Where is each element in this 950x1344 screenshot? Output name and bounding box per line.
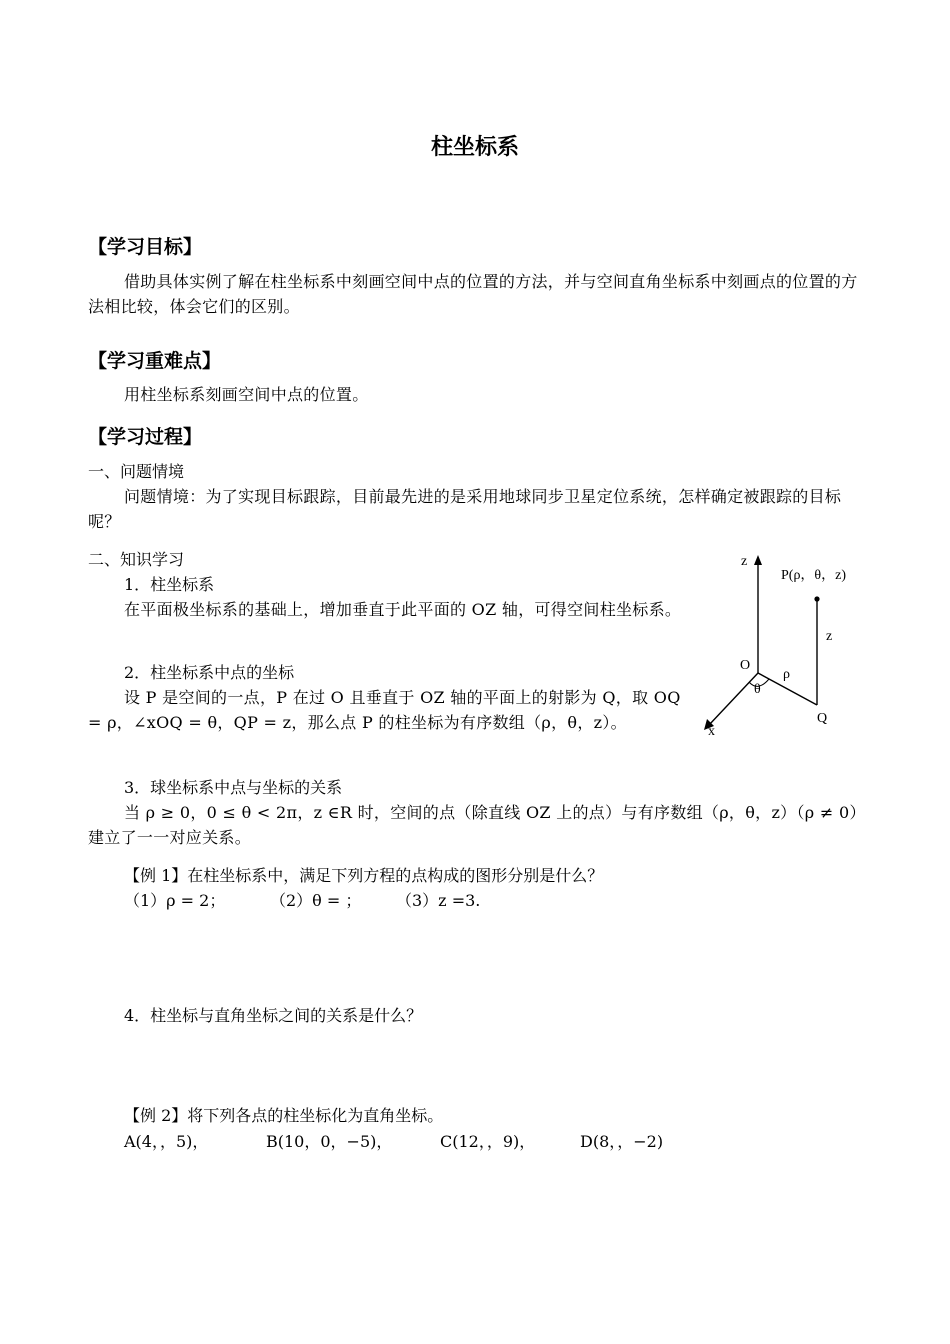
example2-item-c: C(12，，9)，: [440, 1132, 536, 1151]
origin-label: O: [740, 658, 751, 673]
key-points-text: 用柱坐标系刻画空间中点的位置。: [124, 385, 369, 404]
z-axis-arrowhead: [754, 555, 762, 565]
point-p: [814, 596, 819, 601]
item3-title: 3．球坐标系中点与坐标的关系: [124, 778, 343, 797]
example2-item-b: B(10，0，−5)，: [266, 1132, 393, 1151]
item1-text: 在平面极坐标系的基础上，增加垂直于此平面的 OZ 轴，可得空间柱坐标系。: [124, 600, 682, 619]
example1-title: 【例 1】在柱坐标系中，满足下列方程的点构成的图形分别是什么？: [124, 866, 604, 885]
point-p-label: P(ρ，θ，z): [781, 568, 847, 583]
key-points-heading: 【学习重难点】: [88, 350, 222, 372]
cylindrical-coordinate-diagram: [690, 545, 880, 745]
part1-text: 问题情境：为了实现目标跟踪，目前最先进的是采用地球同步卫星定位系统，怎样确定被跟踪的目标呢？: [88, 487, 842, 531]
x-axis-label: x: [708, 724, 715, 739]
objectives-text: 借助具体实例了解在柱坐标系中刻画空间中点的位置的方法，并与空间直角坐标系中刻画点的位置的方法相比较，体会它们的区别。: [88, 272, 858, 316]
example2-item-a: A(4，，5)，: [124, 1132, 209, 1151]
example1-item-3: （3）z =3.: [396, 891, 481, 910]
example1-item-2: （2）θ = ；: [270, 891, 362, 910]
part2-title: 二、知识学习: [88, 550, 185, 569]
page-title: 柱坐标系: [430, 135, 519, 160]
objectives-heading: 【学习目标】: [88, 236, 203, 258]
segment-z-label: z: [826, 629, 833, 644]
item1-title: 1．柱坐标系: [124, 575, 215, 594]
example2-item-d: D(8，，−2): [580, 1132, 664, 1151]
example2-title: 【例 2】将下列各点的柱坐标化为直角坐标。: [124, 1106, 444, 1125]
theta-label: θ: [754, 682, 761, 697]
item2-text: 设 P 是空间的一点，P 在过 O 且垂直于 OZ 轴的平面上的射影为 Q，取 OQ = ρ，∠xOQ = θ，QP = z，那么点 P 的柱坐标为有序数组（ρ，θ，z）。: [88, 688, 681, 732]
q-label: Q: [817, 711, 828, 726]
z-axis-label: z: [741, 554, 748, 569]
part1-title: 一、问题情境: [88, 462, 185, 481]
rho-label: ρ: [783, 667, 790, 682]
process-heading: 【学习过程】: [88, 426, 203, 448]
example1-item-1: （1）ρ = 2；: [124, 891, 226, 910]
item3-text: 当 ρ ≥ 0，0 ≤ θ < 2π，z ∈R 时，空间的点（除直线 OZ 上的点）与有序数组（ρ，θ，z）（ρ ≠ 0）建立了一一对应关系。: [88, 803, 866, 847]
x-axis: [709, 673, 758, 725]
item2-title: 2．柱坐标系中点的坐标: [124, 663, 295, 682]
item4-title: 4．柱坐标与直角坐标之间的关系是什么？: [124, 1006, 423, 1025]
